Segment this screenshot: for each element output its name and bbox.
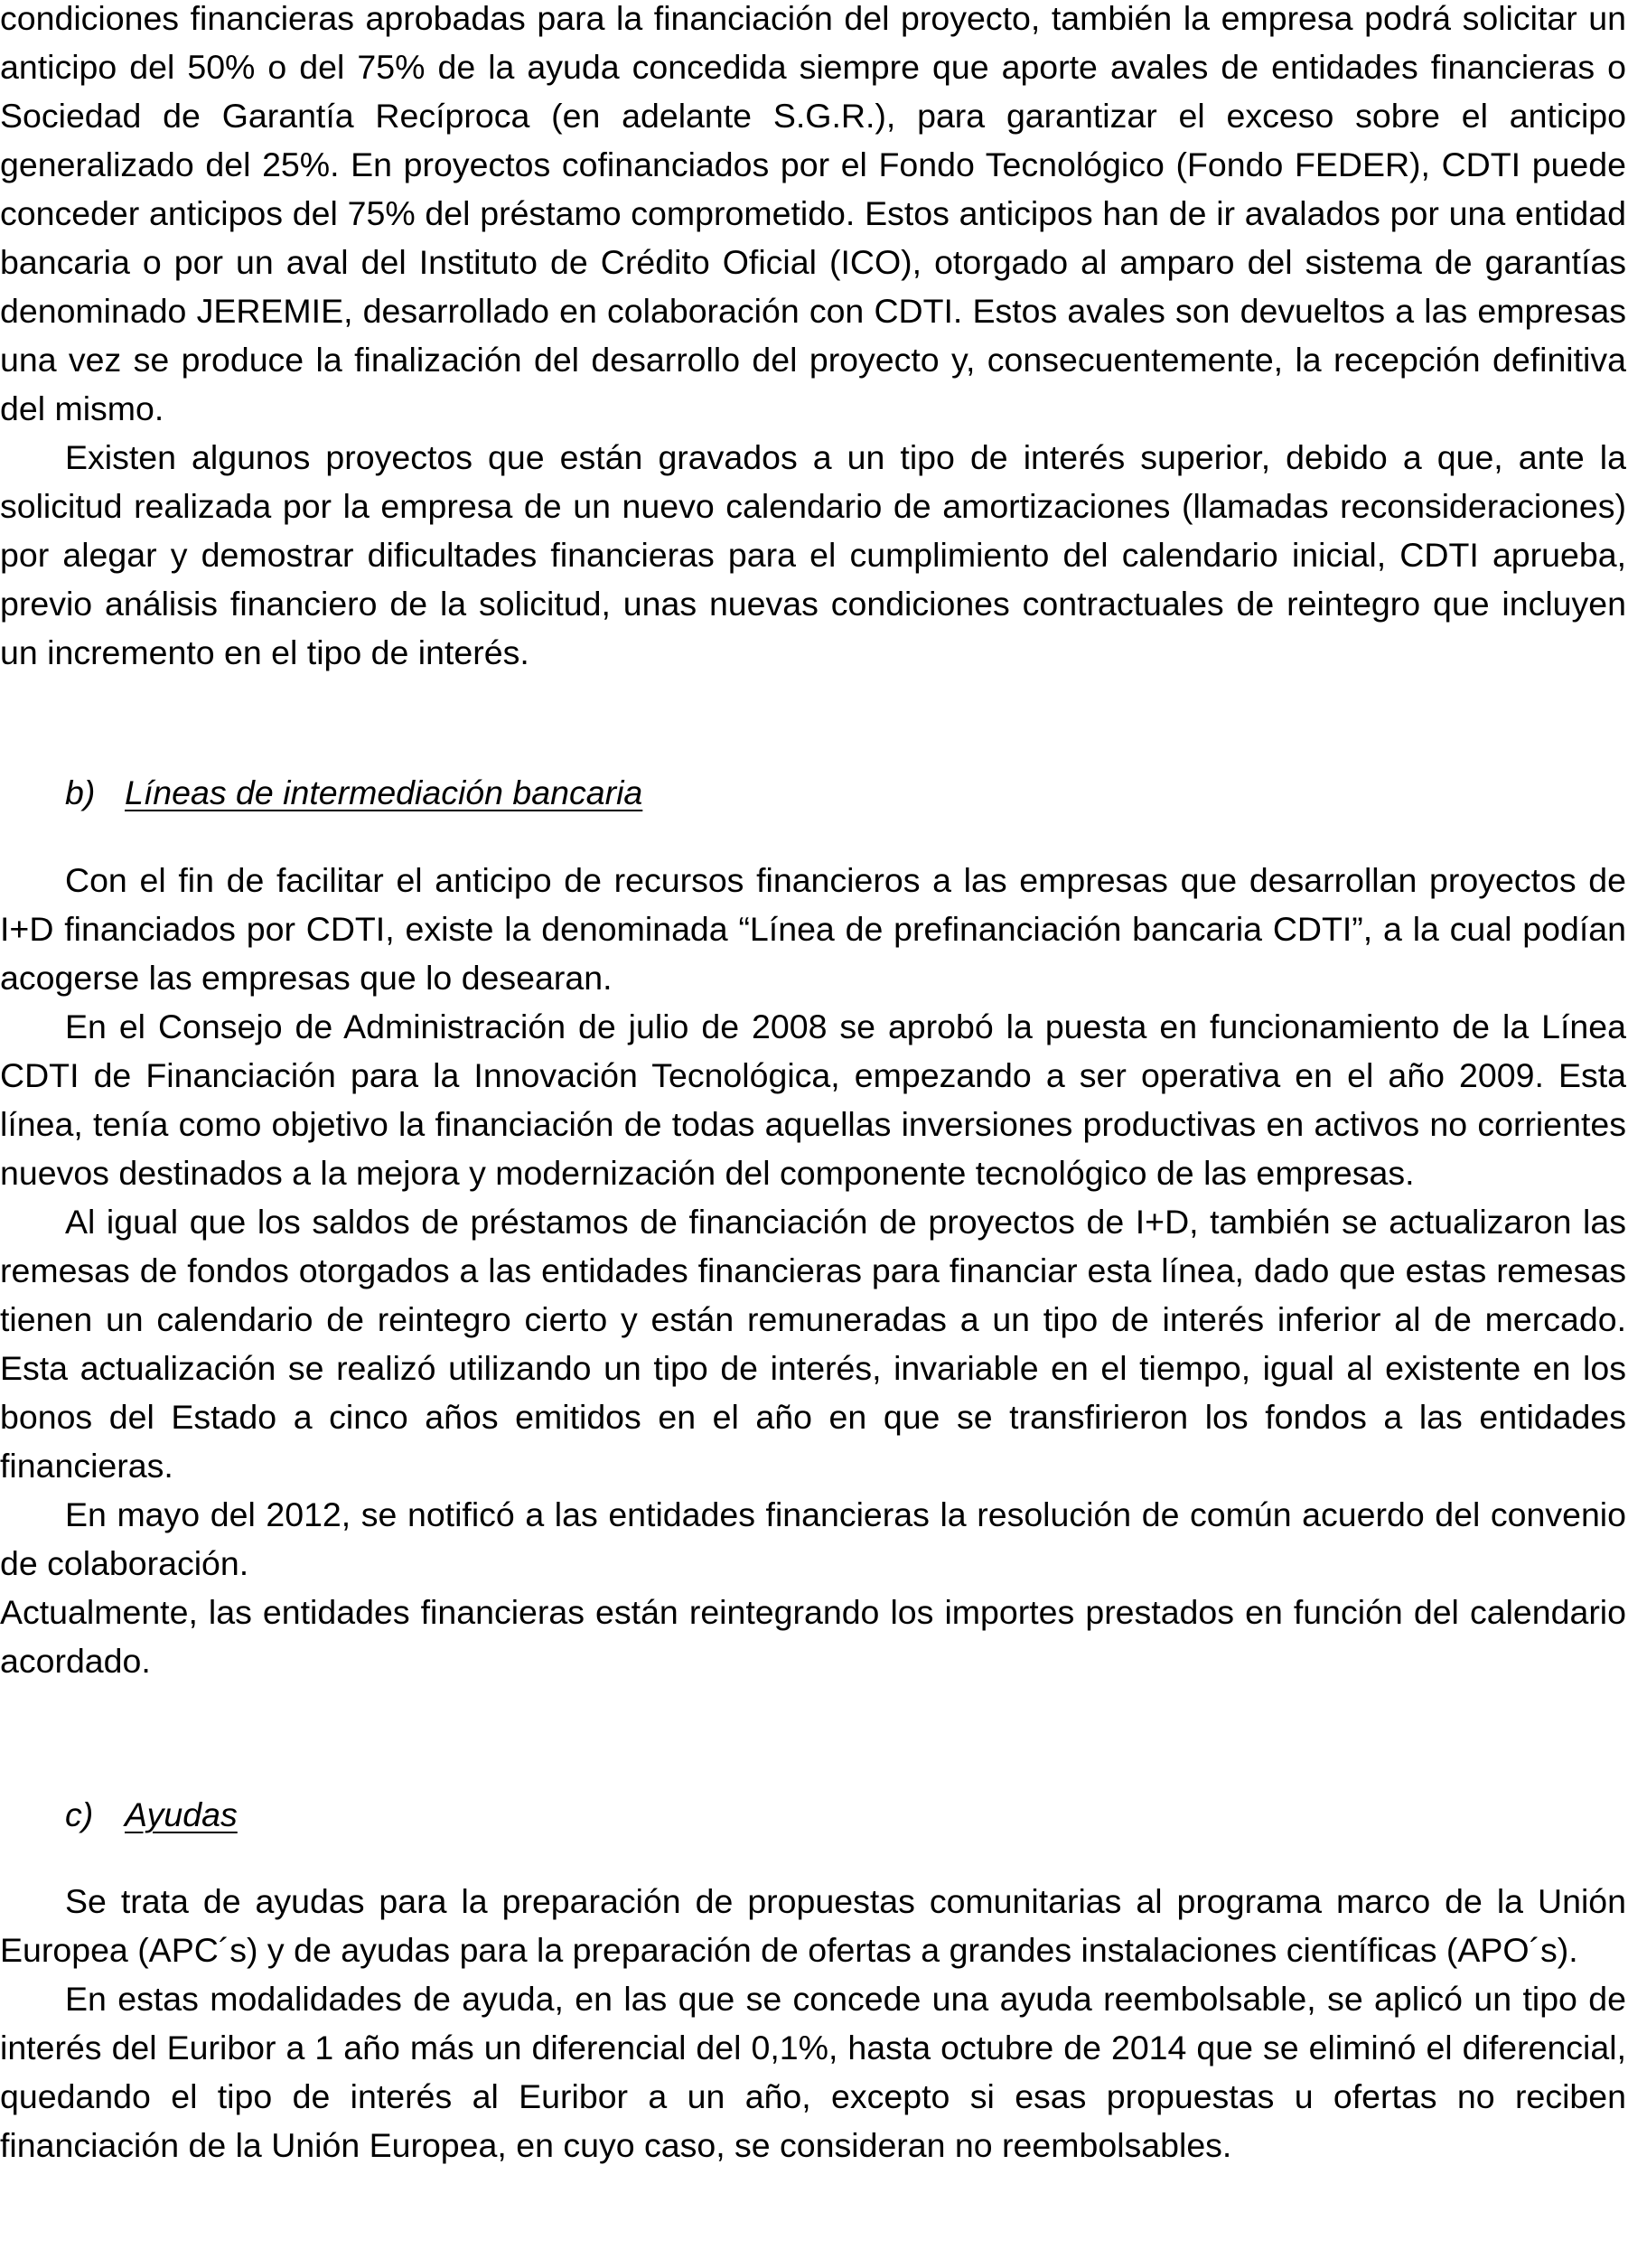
paragraph: En mayo del 2012, se notificó a las entidades financieras la resolución de común acuerdo del convenio de colaboración. <box>0 1495 1626 1582</box>
section-b-body <box>0 856 1626 1685</box>
section-b-title: Líneas de intermediación bancaria <box>125 773 643 811</box>
paragraph: Actualmente, las entidades financieras están reintegrando los importes prestados en función del calendario acordado. <box>0 1593 1626 1680</box>
paragraph: condiciones financieras aprobadas para la financiación del proyecto, también la empresa podrá solicitar un anticipo del 50% o del 75% de la ayuda concedida siempre que aporte avales de entidades financieras o Sociedad de Garantía Recíproca (en adelante S.G.R.), para garantizar el exceso sobre el anticipo generalizado del 25%. En proyectos cofinanciados por el Fondo Tecnológico (Fondo FEDER), CDTI puede conceder anticipos del 75% del préstamo comprometido. Estos anticipos han de ir avalados por una entidad bancaria o por un aval del Instituto de Crédito Oficial (ICO), otorgado al amparo del sistema de garantías denominado JEREMIE, desarrollado en colaboración con CDTI. Estos avales son devueltos a las empresas una vez se produce la finalización del desarrollo del proyecto y, consecuentemente, la recepción definitiva del mismo. <box>0 0 1626 427</box>
paragraph: En el Consejo de Administración de julio de 2008 se aprobó la puesta en funcionamiento de la Línea CDTI de Financiación para la Innovación Tecnológica, empezando a ser operativa en el año 2009. Esta línea, tenía como objetivo la financiación de todas aquellas inversiones productivas en activos no corrientes nuevos destinados a la mejora y modernización del componente tecnológico de las empresas. <box>0 1007 1626 1192</box>
section-c-letter: c) <box>65 1795 94 1833</box>
paragraph: Se trata de ayudas para la preparación de propuestas comunitarias al programa marco de la Unión Europea (APC´s) y de ayudas para la preparación de ofertas a grandes instalaciones científicas (APO´s). <box>0 1882 1626 1969</box>
section-c-body <box>0 1877 1626 2170</box>
paragraph: En estas modalidades de ayuda, en las que se concede una ayuda reembolsable, se aplicó un tipo de interés del Euribor a 1 año más un diferencial del 0,1%, hasta octubre de 2014 que se eliminó el diferencial, quedando el tipo de interés al Euribor a un año, excepto si esas propuestas u ofertas no reciben financiación de la Unión Europea, en cuyo caso, se consideran no reembolsables. <box>0 1980 1626 2164</box>
section-a-body <box>0 0 1626 677</box>
section-b-letter: b) <box>65 773 96 811</box>
section-c-title: Ayudas <box>125 1795 238 1833</box>
paragraph: Existen algunos proyectos que están gravados a un tipo de interés superior, debido a que, ante la solicitud realizada por la empresa de un nuevo calendario de amortizaciones (llamadas reconsideraciones) por alegar y demostrar dificultades financieras para el cumplimiento del calendario inicial, CDTI aprueba, previo análisis financiero de la solicitud, unas nuevas condiciones contractuales de reintegro que incluyen un incremento en el tipo de interés. <box>0 438 1626 671</box>
paragraph: Al igual que los saldos de préstamos de financiación de proyectos de I+D, también se actualizaron las remesas de fondos otorgados a las entidades financieras para financiar esta línea, dado que estas remesas tienen un calendario de reintegro cierto y están remuneradas a un tipo de interés inferior al de mercado. Esta actualización se realizó utilizando un tipo de interés, invariable en el tiempo, igual al existente en los bonos del Estado a cinco años emitidos en el año en que se transfirieron los fondos a las entidades financieras. <box>0 1203 1626 1485</box>
section-c-heading <box>65 1790 238 1839</box>
paragraph: Con el fin de facilitar el anticipo de recursos financieros a las empresas que desarrollan proyectos de I+D financiados por CDTI, existe la denominada “Línea de prefinanciación bancaria CDTI”, a la cual podían acogerse las empresas que lo desearan. <box>0 861 1626 997</box>
section-b-heading <box>65 768 642 817</box>
